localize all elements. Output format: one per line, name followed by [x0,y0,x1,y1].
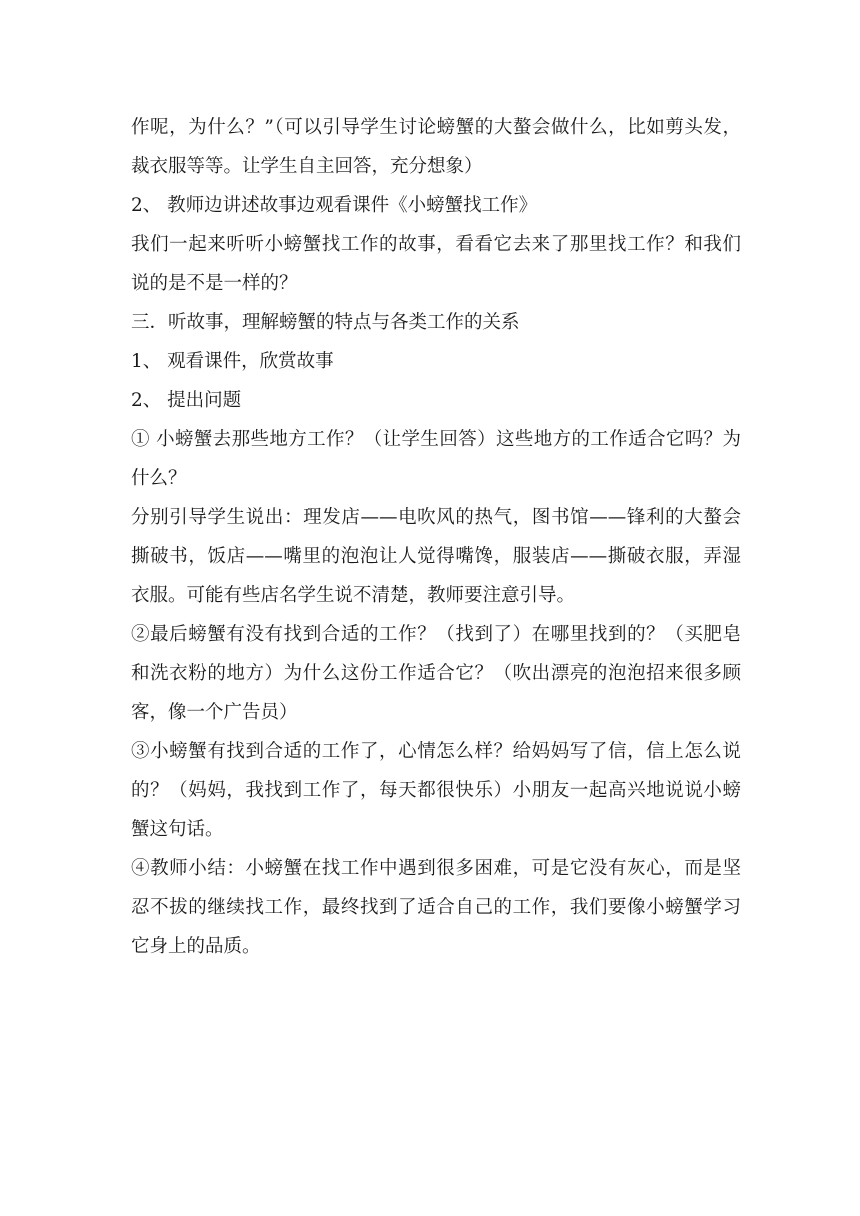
paragraph-intro-continuation: 作呢，为什么？”（可以引导学生讨论螃蟹的大螯会做什么，比如剪头发，裁衣服等等。让学生自主回答，充分想象） [131,117,741,177]
paragraph-guidance: 分别引导学生说出：理发店——电吹风的热气，图书馆——锋利的大螯会撕破书，饭店——嘴里的泡泡让人觉得嘴馋，服装店——撕破衣服，弄湿衣服。可能有些店名学生说不清楚，教师要注意引导。 [131,507,741,606]
paragraph-step-2-courseware: 2、 教师边讲述故事边观看课件《小螃蟹找工作》 [131,195,538,216]
question-1: ① 小螃蟹去那些地方工作？（让学生回答）这些地方的工作适合它吗？为什么？ [131,429,741,489]
teacher-summary: ④教师小结：小螃蟹在找工作中遇到很多困难，可是它没有灰心，而是坚忍不拔的继续找工作，最终找到了适合自己的工作，我们要像小螃蟹学习它身上的品质。 [131,858,741,957]
document-body [131,108,741,966]
section-heading-three: 三．听故事，理解螃蟹的特点与各类工作的关系 [131,312,520,333]
question-3: ③小螃蟹有找到合适的工作了，心情怎么样？给妈妈写了信，信上怎么说的？（妈妈，我找到工作了，每天都很快乐）小朋友一起高兴地说说小螃蟹这句话。 [131,741,741,840]
paragraph-step-2-questions: 2、 提出问题 [131,390,242,411]
paragraph-listen-story: 我们一起来听听小螃蟹找工作的故事，看看它去来了那里找工作？和我们说的是不是一样的？ [131,234,741,294]
question-2: ②最后螃蟹有没有找到合适的工作？（找到了）在哪里找到的？（买肥皂和洗衣粉的地方）为什么这份工作适合它？（吹出漂亮的泡泡招来很多顾客，像一个广告员） [131,624,741,723]
paragraph-step-1-watch: 1、 观看课件，欣赏故事 [131,351,334,372]
